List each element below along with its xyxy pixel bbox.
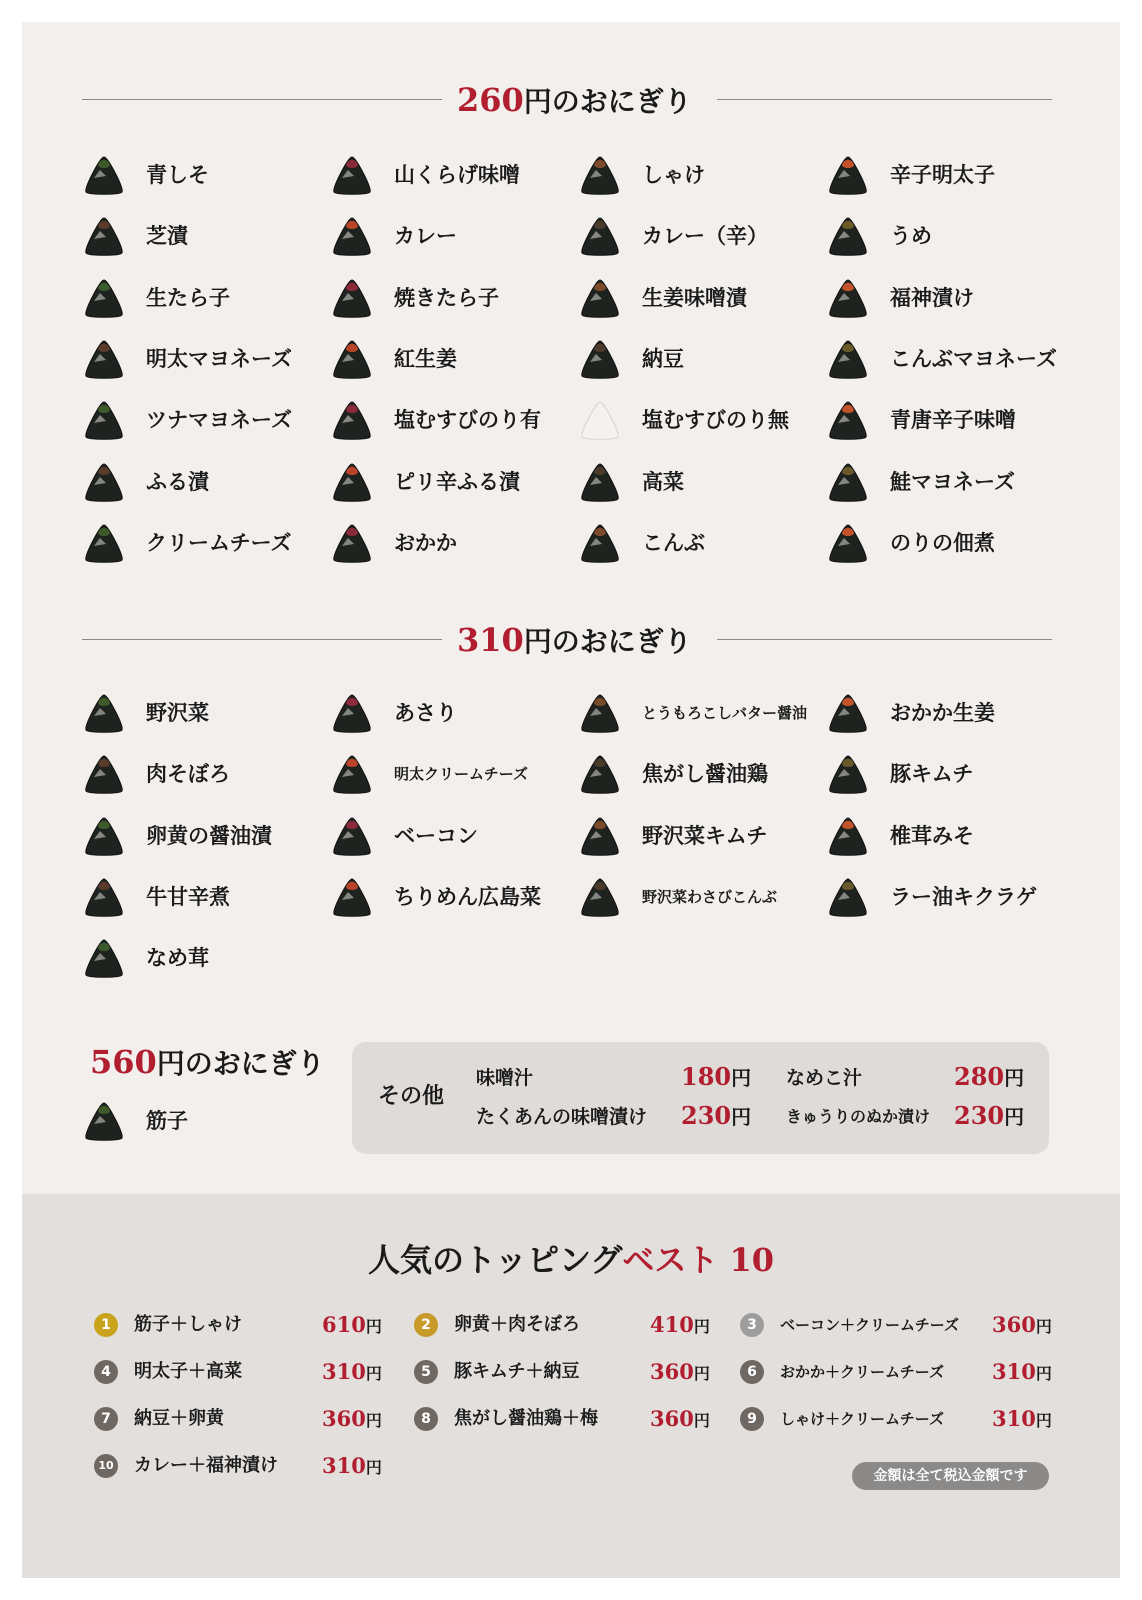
menu-item bbox=[826, 275, 1071, 323]
onigiri-icon bbox=[578, 815, 622, 857]
menu-item-name: うめ bbox=[890, 223, 932, 249]
ranking-item-name: おかか＋クリームチーズ bbox=[780, 1363, 944, 1381]
onigiri-icon bbox=[578, 154, 622, 196]
menu-item-name: ツナマヨネーズ bbox=[146, 407, 292, 433]
onigiri-icon bbox=[826, 522, 870, 564]
onigiri-icon bbox=[330, 753, 374, 795]
menu-item bbox=[82, 459, 327, 507]
section-price: 310 bbox=[457, 621, 524, 659]
menu-item bbox=[578, 397, 823, 445]
ranking-item bbox=[414, 1355, 710, 1389]
menu-item-name: 山くらげ味噌 bbox=[394, 162, 520, 187]
ranking-item-name: カレー＋福神漬け bbox=[134, 1455, 278, 1476]
onigiri-icon bbox=[330, 815, 374, 857]
menu-item-name: 椎茸みそ bbox=[890, 822, 974, 848]
menu-item bbox=[578, 152, 823, 200]
ranking-item-name: 焦がし醤油鶏＋梅 bbox=[454, 1408, 598, 1429]
onigiri-icon bbox=[82, 154, 126, 196]
rank-number-badge: 2 bbox=[414, 1313, 438, 1337]
menu-item bbox=[82, 935, 327, 983]
menu-item bbox=[578, 690, 823, 738]
rank-number-badge: 7 bbox=[94, 1407, 118, 1431]
menu-item-name: 野沢菜わさびこんぶ bbox=[642, 887, 778, 906]
onigiri-icon bbox=[826, 277, 870, 319]
onigiri-icon bbox=[826, 753, 870, 795]
onigiri-icon bbox=[826, 215, 870, 257]
onigiri-icon bbox=[82, 937, 126, 979]
menu-item bbox=[82, 213, 327, 261]
ranking-item-price: 310円 bbox=[992, 1359, 1052, 1384]
menu-item bbox=[826, 459, 1071, 507]
onigiri-icon bbox=[82, 1100, 126, 1142]
menu-item bbox=[826, 690, 1071, 738]
ranking-item bbox=[94, 1402, 382, 1436]
menu-item-name: あさり bbox=[394, 700, 457, 725]
menu-item bbox=[826, 336, 1071, 384]
menu-item-name: 焼きたら子 bbox=[394, 284, 499, 310]
onigiri-icon bbox=[330, 692, 374, 734]
menu-item bbox=[330, 152, 575, 200]
menu-item-name: カレー（辛） bbox=[642, 223, 768, 249]
ranking-item bbox=[94, 1449, 382, 1483]
ranking-item-name: 卵黄＋肉そぼろ bbox=[454, 1314, 580, 1335]
menu-item bbox=[826, 874, 1071, 922]
menu-item bbox=[82, 336, 327, 384]
other-item-price: 180円 bbox=[681, 1062, 752, 1091]
section-title-suffix: 円のおにぎり bbox=[523, 625, 692, 658]
menu-item-name: 明太マヨネーズ bbox=[146, 345, 292, 371]
menu-item-name: なめ茸 bbox=[146, 945, 209, 971]
menu-item bbox=[330, 520, 575, 568]
ranking-item bbox=[414, 1402, 710, 1436]
menu-item-name: 生姜味噌漬 bbox=[642, 284, 747, 310]
menu-item-name: 野沢菜キムチ bbox=[642, 822, 768, 848]
menu-item-name: 高菜 bbox=[642, 468, 684, 494]
onigiri-icon bbox=[330, 522, 374, 564]
menu-item-name: 塩むすびのり有 bbox=[394, 407, 541, 433]
section-560-title bbox=[90, 1042, 325, 1084]
onigiri-icon bbox=[330, 277, 374, 319]
section-310-title bbox=[457, 620, 707, 662]
onigiri-icon bbox=[82, 215, 126, 257]
rank-number-badge: 4 bbox=[94, 1360, 118, 1384]
ranking-item-price: 610円 bbox=[322, 1312, 382, 1337]
menu-item bbox=[82, 813, 327, 861]
menu-item-name: おかか bbox=[394, 529, 457, 555]
menu-item-name: ピリ辛ふる漬 bbox=[394, 468, 520, 494]
menu-item-name: のりの佃煮 bbox=[890, 529, 995, 555]
menu-item-name: ふる漬 bbox=[146, 468, 209, 494]
onigiri-icon bbox=[826, 815, 870, 857]
onigiri-icon bbox=[82, 815, 126, 857]
ranking-item-name: ベーコン＋クリームチーズ bbox=[780, 1316, 959, 1334]
menu-item bbox=[826, 213, 1071, 261]
menu-item-name: 納豆 bbox=[642, 345, 684, 371]
menu-item-name: ちりめん広島菜 bbox=[394, 883, 541, 909]
menu-item bbox=[826, 152, 1071, 200]
ranking-item bbox=[740, 1402, 1052, 1436]
menu-item bbox=[578, 813, 823, 861]
divider bbox=[82, 639, 442, 640]
menu-item bbox=[578, 520, 823, 568]
menu-item bbox=[82, 1098, 327, 1146]
menu-item-name: こんぶマヨネーズ bbox=[890, 345, 1057, 371]
menu-item bbox=[82, 397, 327, 445]
menu-item bbox=[578, 336, 823, 384]
section-260-title bbox=[457, 80, 707, 122]
onigiri-icon bbox=[826, 399, 870, 441]
onigiri-icon bbox=[82, 876, 126, 918]
menu-item bbox=[578, 213, 823, 261]
onigiri-icon bbox=[330, 399, 374, 441]
rank-number-badge: 1 bbox=[94, 1313, 118, 1337]
section-title-suffix: 円のおにぎり bbox=[156, 1047, 325, 1080]
ranking-title-main: 人気のトッピング bbox=[367, 1241, 623, 1279]
ranking-title-accent: ベスト 10 bbox=[622, 1241, 775, 1279]
onigiri-icon bbox=[578, 753, 622, 795]
rank-number-badge: 5 bbox=[414, 1360, 438, 1384]
other-item-name: なめこ汁 bbox=[786, 1067, 863, 1089]
onigiri-icon bbox=[82, 522, 126, 564]
menu-item-name: 塩むすびのり無 bbox=[642, 407, 789, 433]
menu-item bbox=[330, 813, 575, 861]
menu-item bbox=[578, 459, 823, 507]
menu-item-name: 筋子 bbox=[146, 1108, 188, 1133]
menu-item bbox=[82, 520, 327, 568]
menu-item-name: 牛甘辛煮 bbox=[146, 883, 230, 909]
onigiri-icon bbox=[578, 215, 622, 257]
onigiri-icon bbox=[330, 338, 374, 380]
ranking-item bbox=[740, 1355, 1052, 1389]
onigiri-icon bbox=[330, 461, 374, 503]
onigiri-icon bbox=[826, 461, 870, 503]
onigiri-icon bbox=[330, 154, 374, 196]
rank-number-badge: 9 bbox=[740, 1407, 764, 1431]
ranking-item-name: 豚キムチ＋納豆 bbox=[454, 1361, 580, 1382]
other-item-price: 280円 bbox=[954, 1062, 1025, 1091]
menu-item bbox=[82, 690, 327, 738]
divider bbox=[717, 99, 1052, 100]
menu-item bbox=[330, 213, 575, 261]
menu-item-name: 生たら子 bbox=[146, 284, 230, 310]
menu-item bbox=[826, 520, 1071, 568]
ranking-item-name: 筋子＋しゃけ bbox=[134, 1314, 242, 1335]
menu-item-name: 辛子明太子 bbox=[890, 162, 995, 187]
menu-item bbox=[82, 152, 327, 200]
menu-item bbox=[330, 275, 575, 323]
menu-item-name: ベーコン bbox=[394, 822, 478, 848]
menu-item bbox=[826, 397, 1071, 445]
rank-number-badge: 8 bbox=[414, 1407, 438, 1431]
menu-item-name: おかか生姜 bbox=[890, 700, 995, 725]
menu-item bbox=[330, 751, 575, 799]
section-260-header bbox=[82, 80, 1052, 120]
menu-item-name: 卵黄の醤油漬 bbox=[146, 822, 272, 848]
onigiri-icon bbox=[826, 154, 870, 196]
onigiri-icon bbox=[826, 692, 870, 734]
menu-item bbox=[82, 275, 327, 323]
menu-item-name: 青唐辛子味噌 bbox=[890, 407, 1016, 433]
onigiri-icon bbox=[826, 338, 870, 380]
menu-item-name: 野沢菜 bbox=[146, 700, 209, 725]
onigiri-icon bbox=[578, 277, 622, 319]
other-item-name: 味噌汁 bbox=[476, 1067, 534, 1089]
rank-number-badge: 10 bbox=[94, 1454, 118, 1478]
menu-item bbox=[330, 459, 575, 507]
others-label: その他 bbox=[378, 1083, 445, 1109]
menu-item-name: こんぶ bbox=[642, 529, 705, 555]
menu-item-name: 肉そぼろ bbox=[146, 761, 230, 787]
ranking-item-name: 明太子＋高菜 bbox=[134, 1361, 242, 1382]
ranking-item bbox=[94, 1308, 382, 1342]
menu-item bbox=[578, 751, 823, 799]
menu-item-name: 芝漬 bbox=[146, 223, 188, 249]
other-item-price: 230円 bbox=[954, 1101, 1025, 1130]
section-310-header bbox=[82, 620, 1052, 660]
ranking-item bbox=[94, 1355, 382, 1389]
menu-item bbox=[826, 751, 1071, 799]
onigiri-icon bbox=[578, 461, 622, 503]
section-title-suffix: 円のおにぎり bbox=[523, 85, 692, 118]
menu-item bbox=[330, 397, 575, 445]
onigiri-icon bbox=[82, 277, 126, 319]
onigiri-icon bbox=[330, 215, 374, 257]
menu-sheet bbox=[22, 22, 1120, 1578]
rank-number-badge: 6 bbox=[740, 1360, 764, 1384]
ranking-item-price: 360円 bbox=[992, 1312, 1052, 1337]
menu-item-name: 紅生姜 bbox=[394, 345, 457, 371]
ranking-item-name: しゃけ＋クリームチーズ bbox=[780, 1410, 944, 1428]
menu-item bbox=[330, 874, 575, 922]
onigiri-icon bbox=[82, 338, 126, 380]
menu-item-name: 焦がし醤油鶏 bbox=[642, 761, 768, 787]
other-item-name: たくあんの味噌漬け bbox=[476, 1106, 648, 1128]
divider bbox=[82, 99, 442, 100]
menu-item bbox=[826, 813, 1071, 861]
onigiri-icon bbox=[826, 876, 870, 918]
ranking-title bbox=[22, 1236, 1120, 1284]
rank-number-badge: 3 bbox=[740, 1313, 764, 1337]
menu-item-name: 鮭マヨネーズ bbox=[890, 468, 1015, 494]
menu-item-name: カレー bbox=[394, 223, 457, 249]
onigiri-icon bbox=[578, 692, 622, 734]
ranking-item-name: 納豆＋卵黄 bbox=[134, 1408, 224, 1429]
section-price: 560 bbox=[90, 1043, 157, 1081]
ranking-item-price: 410円 bbox=[650, 1312, 710, 1337]
rice-ball-icon bbox=[578, 399, 622, 441]
menu-item-name: ラー油キクラゲ bbox=[890, 883, 1037, 909]
onigiri-icon bbox=[578, 522, 622, 564]
onigiri-icon bbox=[578, 876, 622, 918]
divider bbox=[717, 639, 1052, 640]
onigiri-icon bbox=[82, 399, 126, 441]
onigiri-icon bbox=[82, 753, 126, 795]
menu-item-name: とうもろこしバター醤油 bbox=[642, 704, 808, 722]
menu-item bbox=[330, 336, 575, 384]
tax-note-badge: 金額は全て税込金額です bbox=[852, 1462, 1049, 1490]
others-box bbox=[352, 1042, 1049, 1154]
ranking-item-price: 360円 bbox=[650, 1359, 710, 1384]
ranking-item-price: 360円 bbox=[650, 1406, 710, 1431]
ranking-item-price: 360円 bbox=[322, 1406, 382, 1431]
ranking-item bbox=[414, 1308, 710, 1342]
other-item-name: きゅうりのぬか漬け bbox=[786, 1107, 931, 1126]
menu-item-name: しゃけ bbox=[642, 162, 705, 187]
other-item-price: 230円 bbox=[681, 1101, 752, 1130]
ranking-item-price: 310円 bbox=[322, 1359, 382, 1384]
onigiri-icon bbox=[82, 461, 126, 503]
menu-item bbox=[82, 751, 327, 799]
menu-item-name: 福神漬け bbox=[890, 284, 974, 310]
menu-item bbox=[82, 874, 327, 922]
menu-item-name: 青しそ bbox=[146, 162, 209, 187]
menu-item-name: クリームチーズ bbox=[146, 529, 292, 555]
ranking-item bbox=[740, 1308, 1052, 1342]
section-price: 260 bbox=[457, 81, 524, 119]
menu-item-name: 豚キムチ bbox=[890, 761, 974, 787]
ranking-item-price: 310円 bbox=[322, 1453, 382, 1478]
menu-item-name: 明太クリームチーズ bbox=[394, 765, 528, 784]
onigiri-icon bbox=[330, 876, 374, 918]
menu-item bbox=[578, 275, 823, 323]
menu-item bbox=[330, 690, 575, 738]
onigiri-icon bbox=[82, 692, 126, 734]
ranking-item-price: 310円 bbox=[992, 1406, 1052, 1431]
menu-item bbox=[578, 874, 823, 922]
onigiri-icon bbox=[578, 338, 622, 380]
